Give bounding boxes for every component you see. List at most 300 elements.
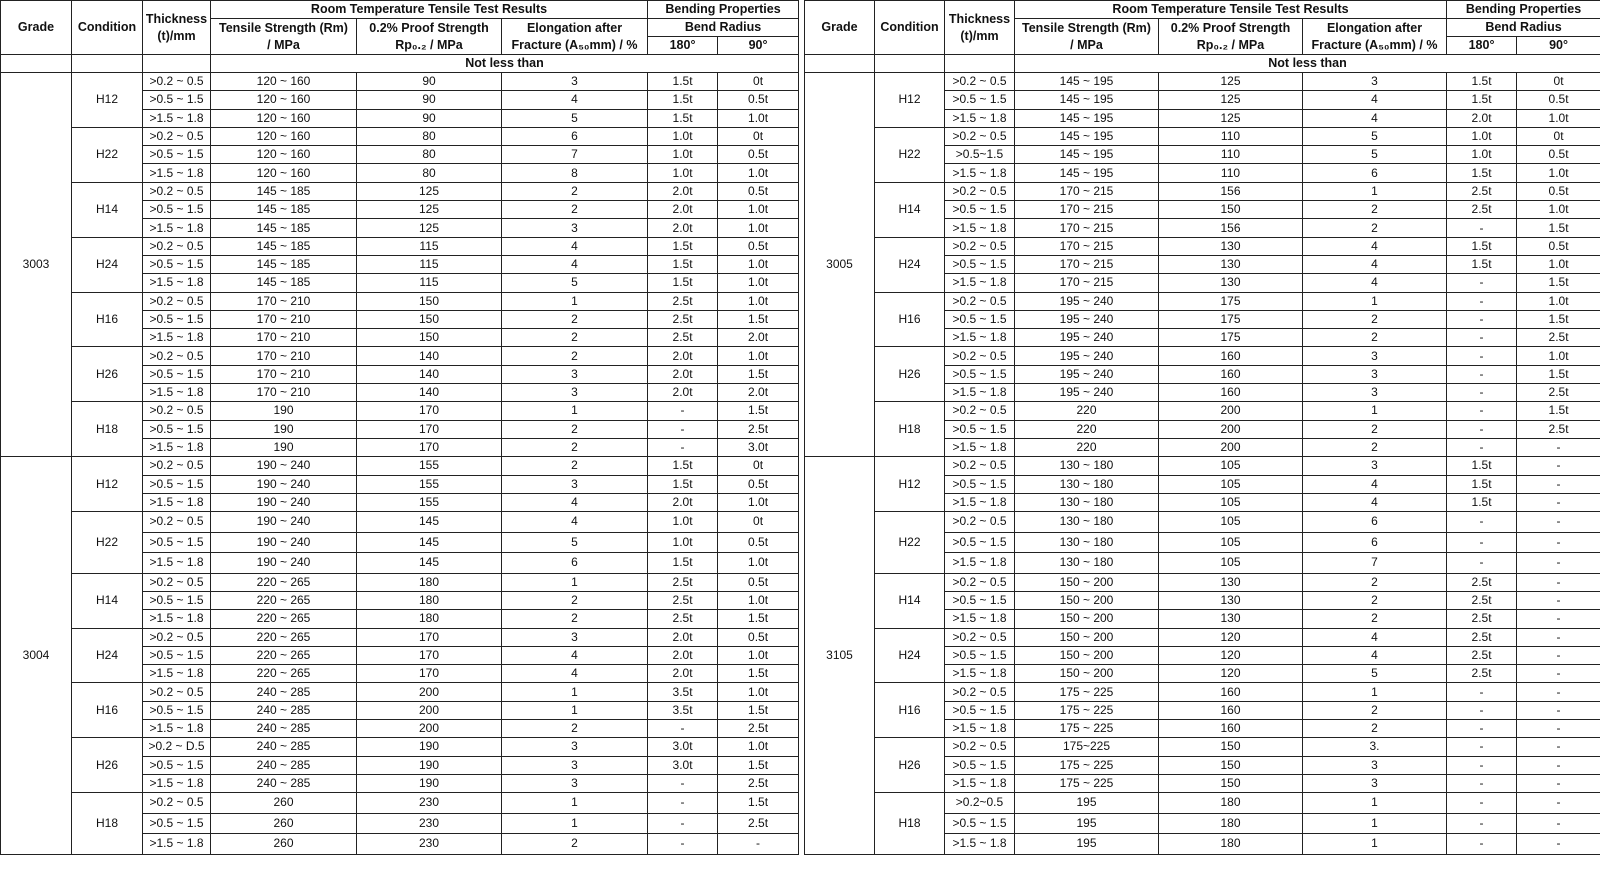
elongation-cell: 3 bbox=[1303, 347, 1447, 365]
tensile-strength-cell: 170 ~ 215 bbox=[1015, 237, 1159, 255]
bend-180-cell: 2.0t bbox=[648, 182, 718, 200]
properties-table-left bbox=[0, 0, 799, 855]
proof-strength-cell: 170 bbox=[357, 438, 502, 456]
tensile-strength-cell: 130 ~ 180 bbox=[1015, 475, 1159, 493]
tensile-strength-cell: 190 ~ 240 bbox=[211, 532, 357, 553]
condition-cell: H22 bbox=[72, 127, 143, 182]
table-row bbox=[1, 402, 799, 420]
header-tensile-group: Room Temperature Tensile Test Results bbox=[1015, 1, 1447, 19]
bend-180-cell: 2.0t bbox=[648, 646, 718, 664]
proof-strength-cell: 180 bbox=[1159, 834, 1303, 855]
thickness-cell: >0.5 ~ 1.5 bbox=[945, 813, 1015, 834]
proof-strength-cell: 120 bbox=[1159, 646, 1303, 664]
bend-90-cell: 2.5t bbox=[718, 720, 799, 738]
thickness-cell: >0.2 ~ 0.5 bbox=[143, 73, 211, 91]
bend-90-cell: 1.0t bbox=[718, 201, 799, 219]
bend-180-cell: 2.0t bbox=[648, 201, 718, 219]
elongation-cell: 4 bbox=[502, 237, 648, 255]
tensile-strength-cell: 220 bbox=[1015, 438, 1159, 456]
bend-180-cell: - bbox=[1447, 329, 1517, 347]
bend-180-cell: 2.5t bbox=[648, 292, 718, 310]
tensile-strength-cell: 260 bbox=[211, 813, 357, 834]
thickness-cell: >0.5 ~ 1.5 bbox=[945, 365, 1015, 383]
bend-180-cell: 1.0t bbox=[1447, 146, 1517, 164]
header-proof-strength bbox=[357, 19, 502, 55]
elongation-cell: 2 bbox=[502, 347, 648, 365]
thickness-cell: >0.5 ~ 1.5 bbox=[945, 701, 1015, 719]
table-row bbox=[1, 738, 799, 756]
condition-cell: H12 bbox=[875, 457, 945, 512]
thickness-cell: >0.2 ~ 0.5 bbox=[945, 573, 1015, 591]
thickness-cell: >0.2 ~ 0.5 bbox=[945, 457, 1015, 475]
bend-90-cell: 1.0t bbox=[1517, 201, 1600, 219]
condition-cell: H22 bbox=[875, 127, 945, 182]
bend-180-cell: 1.5t bbox=[648, 553, 718, 574]
tensile-strength-cell: 220 ~ 265 bbox=[211, 628, 357, 646]
proof-strength-cell: 90 bbox=[357, 91, 502, 109]
bend-90-cell: 0t bbox=[718, 457, 799, 475]
bend-90-cell: 1.0t bbox=[718, 219, 799, 237]
condition-cell: H16 bbox=[875, 683, 945, 738]
thickness-cell: >0.2 ~ 0.5 bbox=[143, 628, 211, 646]
thickness-cell: >1.5 ~ 1.8 bbox=[945, 164, 1015, 182]
proof-strength-cell: 130 bbox=[1159, 591, 1303, 609]
tensile-strength-cell: 145 ~ 185 bbox=[211, 182, 357, 200]
grade-cell: 3105 bbox=[805, 457, 875, 854]
tensile-strength-cell: 145 ~ 195 bbox=[1015, 73, 1159, 91]
elongation-cell: 3 bbox=[502, 365, 648, 383]
tensile-strength-cell: 220 bbox=[1015, 420, 1159, 438]
proof-strength-cell: 190 bbox=[357, 756, 502, 774]
thickness-cell: >0.5 ~ 1.5 bbox=[143, 701, 211, 719]
proof-strength-cell: 140 bbox=[357, 347, 502, 365]
elongation-cell: 8 bbox=[502, 164, 648, 182]
elongation-cell: 5 bbox=[502, 274, 648, 292]
bend-90-cell: - bbox=[1517, 646, 1600, 664]
bend-90-cell: 1.5t bbox=[718, 701, 799, 719]
header-bending-group: Bending Properties bbox=[648, 1, 799, 19]
thickness-cell: >0.5 ~ 1.5 bbox=[143, 813, 211, 834]
elongation-cell: 3 bbox=[1303, 774, 1447, 792]
bend-90-cell: - bbox=[1517, 573, 1600, 591]
bend-90-cell: 0.5t bbox=[1517, 182, 1600, 200]
bend-90-cell: 1.0t bbox=[1517, 347, 1600, 365]
proof-strength-cell: 160 bbox=[1159, 701, 1303, 719]
tensile-strength-cell: 120 ~ 160 bbox=[211, 146, 357, 164]
tensile-strength-cell: 240 ~ 285 bbox=[211, 774, 357, 792]
bend-180-cell: - bbox=[1447, 813, 1517, 834]
thickness-cell: >0.2 ~ 0.5 bbox=[143, 573, 211, 591]
bend-90-cell: - bbox=[1517, 475, 1600, 493]
tensile-strength-cell: 190 bbox=[211, 402, 357, 420]
tensile-strength-cell: 240 ~ 285 bbox=[211, 701, 357, 719]
bend-180-cell: 2.5t bbox=[648, 591, 718, 609]
thickness-cell: >1.5 ~ 1.8 bbox=[945, 219, 1015, 237]
table-row bbox=[1, 628, 799, 646]
thickness-cell: >1.5 ~ 1.8 bbox=[945, 109, 1015, 127]
bend-90-cell: - bbox=[1517, 813, 1600, 834]
tensile-strength-cell: 170 ~ 215 bbox=[1015, 201, 1159, 219]
bend-180-cell: 3.5t bbox=[648, 683, 718, 701]
bend-180-cell: 1.5t bbox=[648, 237, 718, 255]
thickness-cell: >0.2~0.5 bbox=[945, 793, 1015, 814]
thickness-cell: >1.5 ~ 1.8 bbox=[945, 274, 1015, 292]
elongation-cell: 3 bbox=[502, 475, 648, 493]
bend-180-cell: 1.5t bbox=[1447, 493, 1517, 511]
bend-90-cell: 1.0t bbox=[1517, 109, 1600, 127]
bend-90-cell: - bbox=[718, 834, 799, 855]
proof-strength-cell: 160 bbox=[1159, 683, 1303, 701]
thickness-cell: >0.2 ~ 0.5 bbox=[143, 237, 211, 255]
proof-strength-cell: 125 bbox=[357, 201, 502, 219]
condition-cell: H22 bbox=[875, 512, 945, 574]
thickness-cell: >0.2 ~ 0.5 bbox=[945, 512, 1015, 533]
proof-strength-cell: 155 bbox=[357, 493, 502, 511]
tensile-strength-cell: 220 ~ 265 bbox=[211, 573, 357, 591]
bend-90-cell: 0t bbox=[1517, 127, 1600, 145]
thickness-cell: >0.5 ~ 1.5 bbox=[143, 146, 211, 164]
header-tensile-line2: / MPa bbox=[1070, 37, 1103, 52]
bend-90-cell: 0t bbox=[1517, 73, 1600, 91]
tensile-strength-cell: 195 bbox=[1015, 793, 1159, 814]
bend-180-cell: - bbox=[1447, 793, 1517, 814]
bend-90-cell: 0.5t bbox=[718, 237, 799, 255]
properties-table-right bbox=[804, 0, 1600, 855]
table-row bbox=[805, 683, 1600, 701]
bend-180-cell: 1.0t bbox=[648, 146, 718, 164]
proof-strength-cell: 200 bbox=[1159, 420, 1303, 438]
tensile-strength-cell: 150 ~ 200 bbox=[1015, 628, 1159, 646]
proof-strength-cell: 130 bbox=[1159, 573, 1303, 591]
header-grade: Grade bbox=[805, 1, 875, 55]
tensile-strength-cell: 240 ~ 285 bbox=[211, 738, 357, 756]
bend-90-cell: 1.5t bbox=[1517, 310, 1600, 328]
bend-90-cell: 1.0t bbox=[718, 591, 799, 609]
bend-180-cell: 2.5t bbox=[1447, 665, 1517, 683]
elongation-cell: 3 bbox=[502, 219, 648, 237]
header-not-less-than: Not less than bbox=[211, 55, 799, 73]
grade-cell: 3003 bbox=[1, 73, 72, 457]
condition-cell: H16 bbox=[72, 683, 143, 738]
tensile-strength-cell: 170 ~ 215 bbox=[1015, 255, 1159, 273]
bend-180-cell: 1.5t bbox=[1447, 475, 1517, 493]
thickness-cell: >0.5 ~ 1.5 bbox=[945, 255, 1015, 273]
tensile-strength-cell: 190 bbox=[211, 420, 357, 438]
bend-90-cell: - bbox=[1517, 553, 1600, 574]
tensile-strength-cell: 120 ~ 160 bbox=[211, 109, 357, 127]
elongation-cell: 4 bbox=[502, 512, 648, 533]
proof-strength-cell: 230 bbox=[357, 793, 502, 814]
tensile-strength-cell: 170 ~ 210 bbox=[211, 310, 357, 328]
bend-90-cell: 0.5t bbox=[718, 146, 799, 164]
elongation-cell: 5 bbox=[1303, 127, 1447, 145]
table-row bbox=[1, 573, 799, 591]
bend-90-cell: - bbox=[1517, 720, 1600, 738]
table-row bbox=[805, 182, 1600, 200]
bend-90-cell: 0.5t bbox=[718, 91, 799, 109]
bend-90-cell: 0.5t bbox=[1517, 91, 1600, 109]
proof-strength-cell: 80 bbox=[357, 146, 502, 164]
grade-cell: 3004 bbox=[1, 457, 72, 854]
bend-180-cell: - bbox=[648, 402, 718, 420]
thickness-cell: >1.5 ~ 1.8 bbox=[945, 384, 1015, 402]
elongation-cell: 2 bbox=[1303, 420, 1447, 438]
tensile-strength-cell: 195 ~ 240 bbox=[1015, 310, 1159, 328]
bend-180-cell: - bbox=[1447, 420, 1517, 438]
elongation-cell: 1 bbox=[502, 813, 648, 834]
proof-strength-cell: 160 bbox=[1159, 347, 1303, 365]
thickness-cell: >1.5 ~ 1.8 bbox=[143, 329, 211, 347]
elongation-cell: 3 bbox=[1303, 365, 1447, 383]
thickness-cell: >0.2 ~ 0.5 bbox=[143, 683, 211, 701]
header-angle-90: 90° bbox=[718, 37, 799, 55]
condition-cell: H26 bbox=[875, 738, 945, 793]
bend-180-cell: 1.0t bbox=[648, 532, 718, 553]
thickness-cell: >0.5 ~ 1.5 bbox=[945, 532, 1015, 553]
thickness-cell: >0.5 ~ 1.5 bbox=[945, 420, 1015, 438]
thickness-cell: >1.5 ~ 1.8 bbox=[945, 610, 1015, 628]
tensile-strength-cell: 175 ~ 225 bbox=[1015, 701, 1159, 719]
table-row bbox=[805, 292, 1600, 310]
header-angle-90: 90° bbox=[1517, 37, 1600, 55]
proof-strength-cell: 175 bbox=[1159, 329, 1303, 347]
elongation-cell: 1 bbox=[1303, 793, 1447, 814]
bend-90-cell: 1.0t bbox=[1517, 255, 1600, 273]
thickness-cell: >0.2 ~ 0.5 bbox=[945, 182, 1015, 200]
bend-180-cell: - bbox=[1447, 365, 1517, 383]
bend-180-cell: - bbox=[648, 793, 718, 814]
tensile-strength-cell: 145 ~ 185 bbox=[211, 255, 357, 273]
elongation-cell: 1 bbox=[502, 701, 648, 719]
bend-180-cell: 1.5t bbox=[648, 91, 718, 109]
tensile-strength-cell: 145 ~ 185 bbox=[211, 219, 357, 237]
bend-180-cell: 1.0t bbox=[648, 127, 718, 145]
table-row bbox=[805, 347, 1600, 365]
header-proof-line1: 0.2% Proof Strength bbox=[1170, 20, 1291, 35]
elongation-cell: 1 bbox=[502, 793, 648, 814]
thickness-cell: >0.2 ~ 0.5 bbox=[945, 683, 1015, 701]
proof-strength-cell: 105 bbox=[1159, 493, 1303, 511]
proof-strength-cell: 180 bbox=[1159, 793, 1303, 814]
thickness-cell: >0.5 ~ 1.5 bbox=[945, 91, 1015, 109]
bend-90-cell: 1.0t bbox=[718, 738, 799, 756]
thickness-cell: >1.5 ~ 1.8 bbox=[143, 665, 211, 683]
bend-90-cell: 1.0t bbox=[1517, 164, 1600, 182]
bend-180-cell: - bbox=[1447, 219, 1517, 237]
elongation-cell: 2 bbox=[502, 720, 648, 738]
bend-180-cell: - bbox=[648, 420, 718, 438]
header-tensile-strength bbox=[211, 19, 357, 55]
elongation-cell: 3 bbox=[1303, 384, 1447, 402]
condition-cell: H14 bbox=[72, 182, 143, 237]
bend-90-cell: 3.0t bbox=[718, 438, 799, 456]
elongation-cell: 5 bbox=[1303, 665, 1447, 683]
bend-180-cell: 3.5t bbox=[648, 701, 718, 719]
tensile-strength-cell: 170 ~ 215 bbox=[1015, 274, 1159, 292]
elongation-cell: 4 bbox=[1303, 646, 1447, 664]
condition-cell: H26 bbox=[875, 347, 945, 402]
tensile-strength-cell: 145 ~ 185 bbox=[211, 237, 357, 255]
proof-strength-cell: 170 bbox=[357, 420, 502, 438]
tensile-strength-cell: 220 ~ 265 bbox=[211, 665, 357, 683]
thickness-cell: >0.5 ~ 1.5 bbox=[143, 420, 211, 438]
thickness-cell: >0.2 ~ D.5 bbox=[143, 738, 211, 756]
proof-strength-cell: 156 bbox=[1159, 182, 1303, 200]
elongation-cell: 3 bbox=[1303, 756, 1447, 774]
proof-strength-cell: 170 bbox=[357, 628, 502, 646]
thickness-cell: >1.5 ~ 1.8 bbox=[143, 109, 211, 127]
proof-strength-cell: 200 bbox=[1159, 402, 1303, 420]
bend-90-cell: - bbox=[1517, 701, 1600, 719]
tensile-strength-cell: 130 ~ 180 bbox=[1015, 493, 1159, 511]
header-tensile-line2: / MPa bbox=[267, 37, 300, 52]
header-bend-radius: Bend Radius bbox=[1447, 19, 1600, 37]
elongation-cell: 4 bbox=[1303, 237, 1447, 255]
bend-90-cell: 0.5t bbox=[718, 182, 799, 200]
elongation-cell: 4 bbox=[1303, 91, 1447, 109]
tensile-strength-cell: 170 ~ 210 bbox=[211, 347, 357, 365]
thickness-cell: >0.5 ~ 1.5 bbox=[143, 475, 211, 493]
thickness-cell: >0.2 ~ 0.5 bbox=[143, 347, 211, 365]
header-proof-line1: 0.2% Proof Strength bbox=[369, 20, 489, 35]
header-proof-line2: Rp₀.₂ / MPa bbox=[395, 37, 463, 52]
tensile-strength-cell: 220 ~ 265 bbox=[211, 646, 357, 664]
bend-180-cell: - bbox=[1447, 347, 1517, 365]
bend-90-cell: - bbox=[1517, 774, 1600, 792]
tensile-strength-cell: 190 ~ 240 bbox=[211, 493, 357, 511]
bend-90-cell: 1.5t bbox=[1517, 365, 1600, 383]
proof-strength-cell: 170 bbox=[357, 402, 502, 420]
bend-180-cell: 2.0t bbox=[648, 219, 718, 237]
bend-180-cell: 1.5t bbox=[1447, 237, 1517, 255]
condition-cell: H14 bbox=[72, 573, 143, 628]
proof-strength-cell: 105 bbox=[1159, 457, 1303, 475]
tensile-strength-cell: 130 ~ 180 bbox=[1015, 553, 1159, 574]
proof-strength-cell: 130 bbox=[1159, 237, 1303, 255]
elongation-cell: 6 bbox=[502, 553, 648, 574]
bend-180-cell: 2.0t bbox=[648, 628, 718, 646]
table-row bbox=[1, 457, 799, 475]
elongation-cell: 4 bbox=[502, 255, 648, 273]
proof-strength-cell: 90 bbox=[357, 109, 502, 127]
elongation-cell: 2 bbox=[502, 310, 648, 328]
bend-90-cell: 2.5t bbox=[718, 813, 799, 834]
thickness-cell: >0.2 ~ 0.5 bbox=[143, 402, 211, 420]
bend-90-cell: - bbox=[1517, 457, 1600, 475]
bend-90-cell: 0.5t bbox=[718, 628, 799, 646]
proof-strength-cell: 150 bbox=[357, 292, 502, 310]
header-bending-group: Bending Properties bbox=[1447, 1, 1600, 19]
condition-cell: H24 bbox=[875, 237, 945, 292]
proof-strength-cell: 145 bbox=[357, 532, 502, 553]
proof-strength-cell: 200 bbox=[357, 701, 502, 719]
bend-180-cell: 2.0t bbox=[648, 384, 718, 402]
tensile-strength-cell: 220 ~ 265 bbox=[211, 610, 357, 628]
thickness-cell: >0.2 ~ 0.5 bbox=[945, 292, 1015, 310]
bend-90-cell: - bbox=[1517, 738, 1600, 756]
proof-strength-cell: 190 bbox=[357, 774, 502, 792]
thickness-cell: >0.2 ~ 0.5 bbox=[945, 347, 1015, 365]
elongation-cell: 4 bbox=[502, 665, 648, 683]
thickness-cell: >0.5 ~ 1.5 bbox=[143, 532, 211, 553]
thickness-cell: >1.5 ~ 1.8 bbox=[143, 610, 211, 628]
elongation-cell: 2 bbox=[502, 591, 648, 609]
bend-90-cell: 1.5t bbox=[718, 756, 799, 774]
bend-180-cell: 1.5t bbox=[648, 255, 718, 273]
bend-180-cell: - bbox=[1447, 292, 1517, 310]
bend-180-cell: 2.0t bbox=[648, 365, 718, 383]
elongation-cell: 2 bbox=[1303, 438, 1447, 456]
table-row bbox=[1, 237, 799, 255]
proof-strength-cell: 140 bbox=[357, 365, 502, 383]
bend-180-cell: 2.5t bbox=[1447, 201, 1517, 219]
tensile-strength-cell: 220 bbox=[1015, 402, 1159, 420]
tensile-strength-cell: 145 ~ 195 bbox=[1015, 91, 1159, 109]
thickness-cell: >1.5 ~ 1.8 bbox=[945, 720, 1015, 738]
thickness-cell: >0.5 ~ 1.5 bbox=[143, 91, 211, 109]
thickness-cell: >1.5 ~ 1.8 bbox=[143, 834, 211, 855]
proof-strength-cell: 150 bbox=[357, 310, 502, 328]
header-tensile-strength bbox=[1015, 19, 1159, 55]
elongation-cell: 2 bbox=[1303, 720, 1447, 738]
header-tensile-group: Room Temperature Tensile Test Results bbox=[211, 1, 648, 19]
elongation-cell: 6 bbox=[502, 127, 648, 145]
tensile-strength-cell: 195 ~ 240 bbox=[1015, 292, 1159, 310]
condition-cell: H18 bbox=[72, 402, 143, 457]
condition-cell: H24 bbox=[72, 237, 143, 292]
table-row bbox=[1, 182, 799, 200]
bend-180-cell: - bbox=[648, 813, 718, 834]
tensile-strength-cell: 240 ~ 285 bbox=[211, 720, 357, 738]
elongation-cell: 1 bbox=[1303, 683, 1447, 701]
proof-strength-cell: 150 bbox=[357, 329, 502, 347]
elongation-cell: 5 bbox=[502, 109, 648, 127]
bend-180-cell: 1.5t bbox=[648, 73, 718, 91]
table-row bbox=[805, 127, 1600, 145]
proof-strength-cell: 156 bbox=[1159, 219, 1303, 237]
table-row bbox=[805, 512, 1600, 533]
elongation-cell: 1 bbox=[1303, 292, 1447, 310]
thickness-cell: >0.5~1.5 bbox=[945, 146, 1015, 164]
thickness-cell: >0.5 ~ 1.5 bbox=[945, 310, 1015, 328]
proof-strength-cell: 175 bbox=[1159, 292, 1303, 310]
bend-180-cell: - bbox=[1447, 384, 1517, 402]
condition-cell: H22 bbox=[72, 512, 143, 574]
proof-strength-cell: 180 bbox=[357, 573, 502, 591]
tensile-strength-cell: 260 bbox=[211, 834, 357, 855]
bend-90-cell: - bbox=[1517, 628, 1600, 646]
elongation-cell: 6 bbox=[1303, 532, 1447, 553]
bend-90-cell: 2.5t bbox=[1517, 329, 1600, 347]
elongation-cell: 2 bbox=[502, 834, 648, 855]
bend-180-cell: - bbox=[1447, 834, 1517, 855]
thickness-cell: >0.2 ~ 0.5 bbox=[143, 182, 211, 200]
bend-180-cell: - bbox=[1447, 738, 1517, 756]
elongation-cell: 1 bbox=[502, 573, 648, 591]
bend-180-cell: 2.0t bbox=[648, 665, 718, 683]
thickness-cell: >1.5 ~ 1.8 bbox=[143, 164, 211, 182]
table-row bbox=[1, 793, 799, 814]
bend-180-cell: 1.5t bbox=[648, 457, 718, 475]
bend-90-cell: 0.5t bbox=[718, 475, 799, 493]
tensile-strength-cell: 195 bbox=[1015, 813, 1159, 834]
bend-90-cell: 0.5t bbox=[1517, 237, 1600, 255]
bend-90-cell: 1.0t bbox=[718, 274, 799, 292]
elongation-cell: 4 bbox=[1303, 109, 1447, 127]
bend-180-cell: - bbox=[1447, 438, 1517, 456]
tensile-strength-cell: 145 ~ 195 bbox=[1015, 146, 1159, 164]
bend-180-cell: - bbox=[648, 438, 718, 456]
